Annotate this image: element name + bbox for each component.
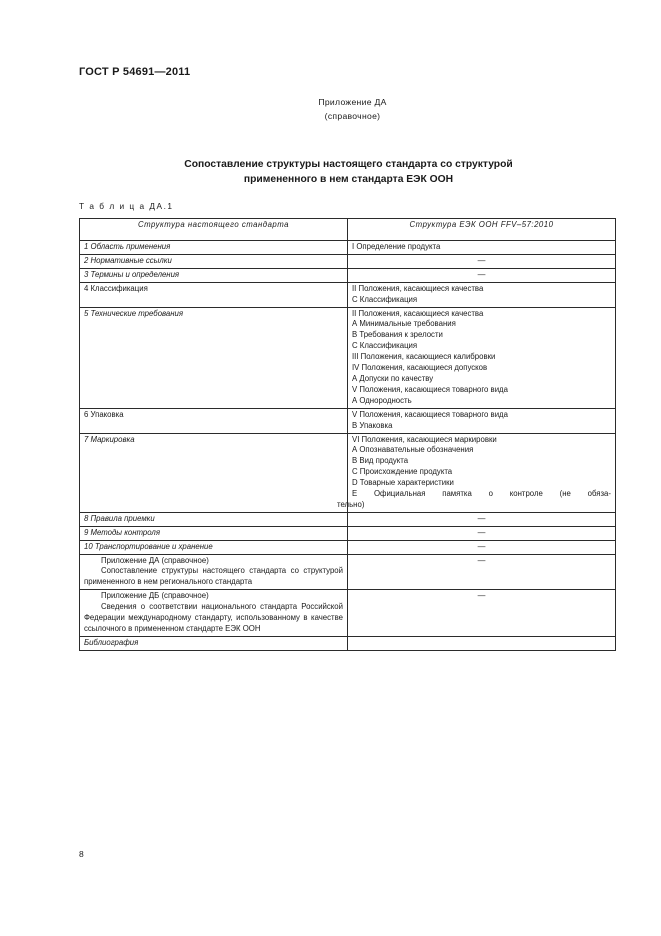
unece-section: I Определение продукта (348, 241, 616, 255)
unece-section (337, 433, 616, 512)
unece-line: V Положения, касающиеся товарного вида (352, 384, 508, 394)
national-section: 3 Термины и определения (80, 268, 348, 282)
table-row (80, 554, 616, 590)
column-header-unece: Структура ЕЭК ООН FFV–57:2010 (348, 219, 616, 241)
unece-line: С Классификация (352, 294, 418, 304)
unece-section: — (348, 512, 616, 526)
appendix-title: Приложение ДА (318, 97, 387, 107)
unece-line: IV Положения, касающиеся допусков (352, 363, 488, 373)
unece-line: II Положения, касающиеся качества (352, 308, 484, 318)
column-header-national: Структура настоящего стандарта (80, 219, 348, 241)
table-row (80, 433, 616, 512)
national-section (80, 554, 348, 590)
page-number: 8 (79, 849, 84, 859)
national-section: 7 Маркировка (80, 433, 348, 512)
unece-line: А Однородность (352, 395, 412, 405)
national-section: Библиография (80, 636, 348, 650)
table-row (80, 512, 616, 526)
unece-line: D Товарные характеристики (352, 478, 454, 488)
table-row (80, 526, 616, 540)
appendix-da-description: Сопоставление структуры настоящего стандарта со структурой примененного в нем регионального стандарта (84, 566, 343, 587)
appendix-heading (0, 95, 661, 123)
unece-section (348, 408, 616, 433)
national-section: 6 Упаковка (80, 408, 348, 433)
unece-line: II Положения, касающиеся качества (352, 283, 484, 293)
unece-line: В Упаковка (352, 420, 393, 430)
unece-line: Е Официальная памятка о контроле (не обяза- (352, 489, 611, 499)
appendix-db-description: Сведения о соответствии национального стандарта Российской Федерации международному стандарту, использованному в качестве ссылочного в примененном стандарте ЕЭК ООН (84, 602, 343, 633)
unece-line: А Опознавательные обозначения (352, 445, 474, 455)
section-title-line-1: Сопоставление структуры настоящего стандарта со структурой (184, 159, 513, 170)
unece-section: — (348, 554, 616, 590)
unece-section (348, 636, 616, 650)
table-row (80, 408, 616, 433)
section-title-line-2: примененного в нем стандарта ЕЭК ООН (243, 173, 454, 185)
table-row (80, 590, 616, 637)
appendix-subtitle: (справочное) (324, 111, 381, 121)
table-row (80, 254, 616, 268)
unece-line: V Положения, касающиеся товарного вида (352, 409, 508, 419)
national-section: 2 Нормативные ссылки (80, 254, 348, 268)
unece-section: — (348, 254, 616, 268)
table-row (80, 241, 616, 255)
unece-line: В Вид продукта (352, 456, 409, 466)
table-caption: Т а б л и ц а ДА.1 (79, 201, 174, 211)
unece-line: С Происхождение продукта (352, 467, 453, 477)
structure-comparison-table (79, 218, 616, 651)
table-header-row (80, 219, 616, 241)
unece-line: VI Положения, касающиеся маркировки (352, 434, 497, 444)
table-row (80, 636, 616, 650)
unece-section: — (348, 526, 616, 540)
table-row (80, 307, 616, 408)
unece-section (348, 282, 616, 307)
appendix-da-heading: Приложение ДА (справочное) (101, 555, 209, 565)
national-section: 5 Технические требования (80, 307, 348, 408)
national-section: 8 Правила приемки (80, 512, 348, 526)
table-row (80, 268, 616, 282)
section-title (0, 158, 661, 187)
national-section (80, 590, 348, 637)
table-row (80, 540, 616, 554)
unece-line: А Минимальные требования (352, 319, 456, 329)
national-section: 10 Транспортирование и хранение (80, 540, 348, 554)
unece-section: — (348, 268, 616, 282)
table-row (80, 282, 616, 307)
unece-line: С Классификация (352, 341, 418, 351)
unece-section (348, 307, 616, 408)
national-section: 1 Область применения (80, 241, 348, 255)
unece-line: А Допуски по качеству (352, 373, 434, 383)
unece-line: III Положения, касающиеся калибровки (352, 352, 496, 362)
unece-line: В Требования к зрелости (352, 330, 443, 340)
national-section: 4 Классификация (80, 282, 348, 307)
national-section: 9 Методы контроля (80, 526, 348, 540)
unece-line: тельно) (337, 499, 365, 509)
appendix-db-heading: Приложение ДБ (справочное) (101, 591, 209, 601)
unece-section: — (348, 540, 616, 554)
document-id: ГОСТ Р 54691—2011 (79, 66, 191, 78)
unece-section: — (348, 590, 616, 637)
